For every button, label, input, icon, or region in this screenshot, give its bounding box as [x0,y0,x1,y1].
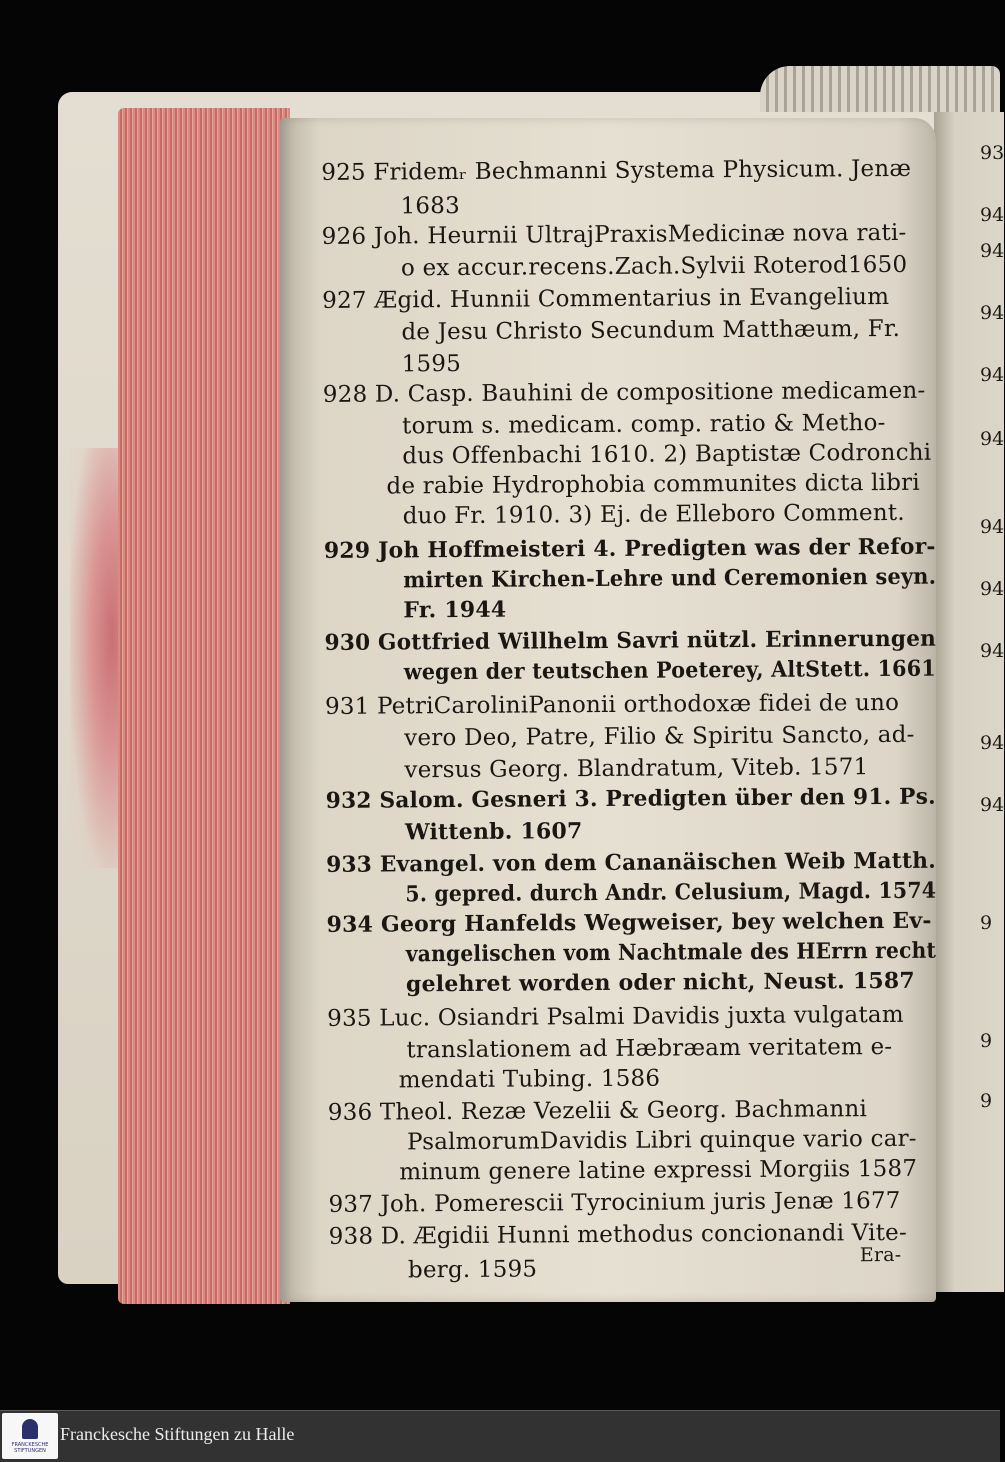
entry-line: Wittenb. 1607 [404,818,583,846]
entry-line: 927 Ægid. Hunnii Commentarius in Evangelium [322,283,890,314]
entry-line: wegen der teutschen Poeterey, AltStett. 1661 [403,655,936,686]
entry-line: 938 D. Ægidii Hunni methodus concionandi Vite- [328,1219,908,1250]
entry-line: 926 Joh. Heurnii UltrajPraxisMedicinæ nova rati- [321,219,907,250]
institution-logo[interactable] [2,1413,58,1459]
facing-page-number: 94 [980,732,1005,754]
entry-line: de Jesu Christo Secundum Matthæum, Fr. [401,315,901,346]
entry-line: 1683 [400,192,460,220]
entry-line: mirten Kirchen-Lehre und Ceremonien seyn. [403,563,937,594]
entry-line: PsalmorumDavidis Libri quinque vario car- [406,1125,917,1156]
entry-line: vangelischen vom Nachtmale des HErrn recht [405,937,937,968]
facing-page-number: 94 [980,428,1005,450]
entry-line: 934 Georg Hanfelds Wegweiser, bey welchen Ev- [326,907,932,938]
entry-line: gelehret worden oder nicht, Neust. 1587 [405,967,915,998]
orphanage-emblem-icon [22,1419,38,1439]
facing-page-number: 94 [980,640,1005,662]
entry-line: 928 D. Casp. Bauhini de compositione medicamen- [322,377,926,408]
entry-line: 1595 [401,350,462,378]
entry-line: torum s. medicam. comp. ratio & Metho- [401,409,886,440]
entry-line: 936 Theol. Rezæ Vezelii & Georg. Bachmanni [327,1096,868,1126]
facing-page-number: 9 [980,1030,993,1052]
entry-line: 937 Joh. Pomerescii Tyrocinium juris Jenæ 1677 [328,1187,901,1218]
facing-page-number: 94 [980,204,1005,226]
facing-page-number: 93 [980,142,1005,164]
entry-line: 930 Gottfried Willhelm Savri nützl. Erinnerungen [324,625,937,656]
entry-line: minum genere latine expressi Morgiis 1587 [399,1155,918,1186]
entry-line: de rabie Hydrophobia communites dicta libri [386,469,920,500]
entry-line: translationem ad Hæbræam veritatem e- [406,1033,893,1064]
entry-line: berg. 1595 [407,1256,538,1284]
entry-line: versus Georg. Blandratum, Viteb. 1571 [404,754,869,784]
facing-page-number: 9 [980,912,993,934]
entry-line: 935 Luc. Osiandri Psalmi Davidis juxta vulgatam [327,1001,904,1032]
facing-page-number: 94 [980,302,1005,324]
entry-line: o ex accur.recens.Zach.Sylvii Roterod1650 [400,251,908,282]
facing-page-number: 94 [980,516,1005,538]
entry-line: 933 Evangel. von dem Cananäischen Weib Matth. [326,847,937,878]
facing-page-number: 94 [980,578,1005,600]
catchword: Era- [859,1243,902,1267]
entry-line: mendati Tubing. 1586 [398,1065,661,1094]
institution-name: Franckesche Stiftungen zu Halle [60,1424,295,1444]
entry-line: dus Offenbachi 1610. 2) Baptistæ Codronchi [402,439,932,470]
entry-line: vero Deo, Patre, Filio & Spiritu Sancto, ad- [404,721,915,752]
facing-page-number: 9 [980,1090,993,1112]
entry-line: 925 Fridemᵣ Bechmanni Systema Physicum. Jenæ [321,155,912,186]
entry-line: 931 PetriCaroliniPanonii orthodoxæ fidei de uno [324,689,900,720]
entry-line: duo Fr. 1910. 3) Ej. de Elleboro Comment. [402,499,905,530]
entry-line: Fr. 1944 [403,596,507,624]
entry-line: 5. gepred. durch Andr. Celusium, Magd. 1574 [405,877,937,908]
entry-line: 932 Salom. Gesneri 3. Predigten über den 91. Ps. [325,783,936,814]
logo-caption: FRANCKESCHE STIFTUNGEN [11,1442,49,1454]
facing-page-number: 94 [980,794,1005,816]
facing-page-number: 94 [980,364,1005,386]
facing-page-number: 94 [980,240,1005,262]
entry-line: 929 Joh Hoffmeisteri 4. Predigten was der Refor- [323,533,936,564]
